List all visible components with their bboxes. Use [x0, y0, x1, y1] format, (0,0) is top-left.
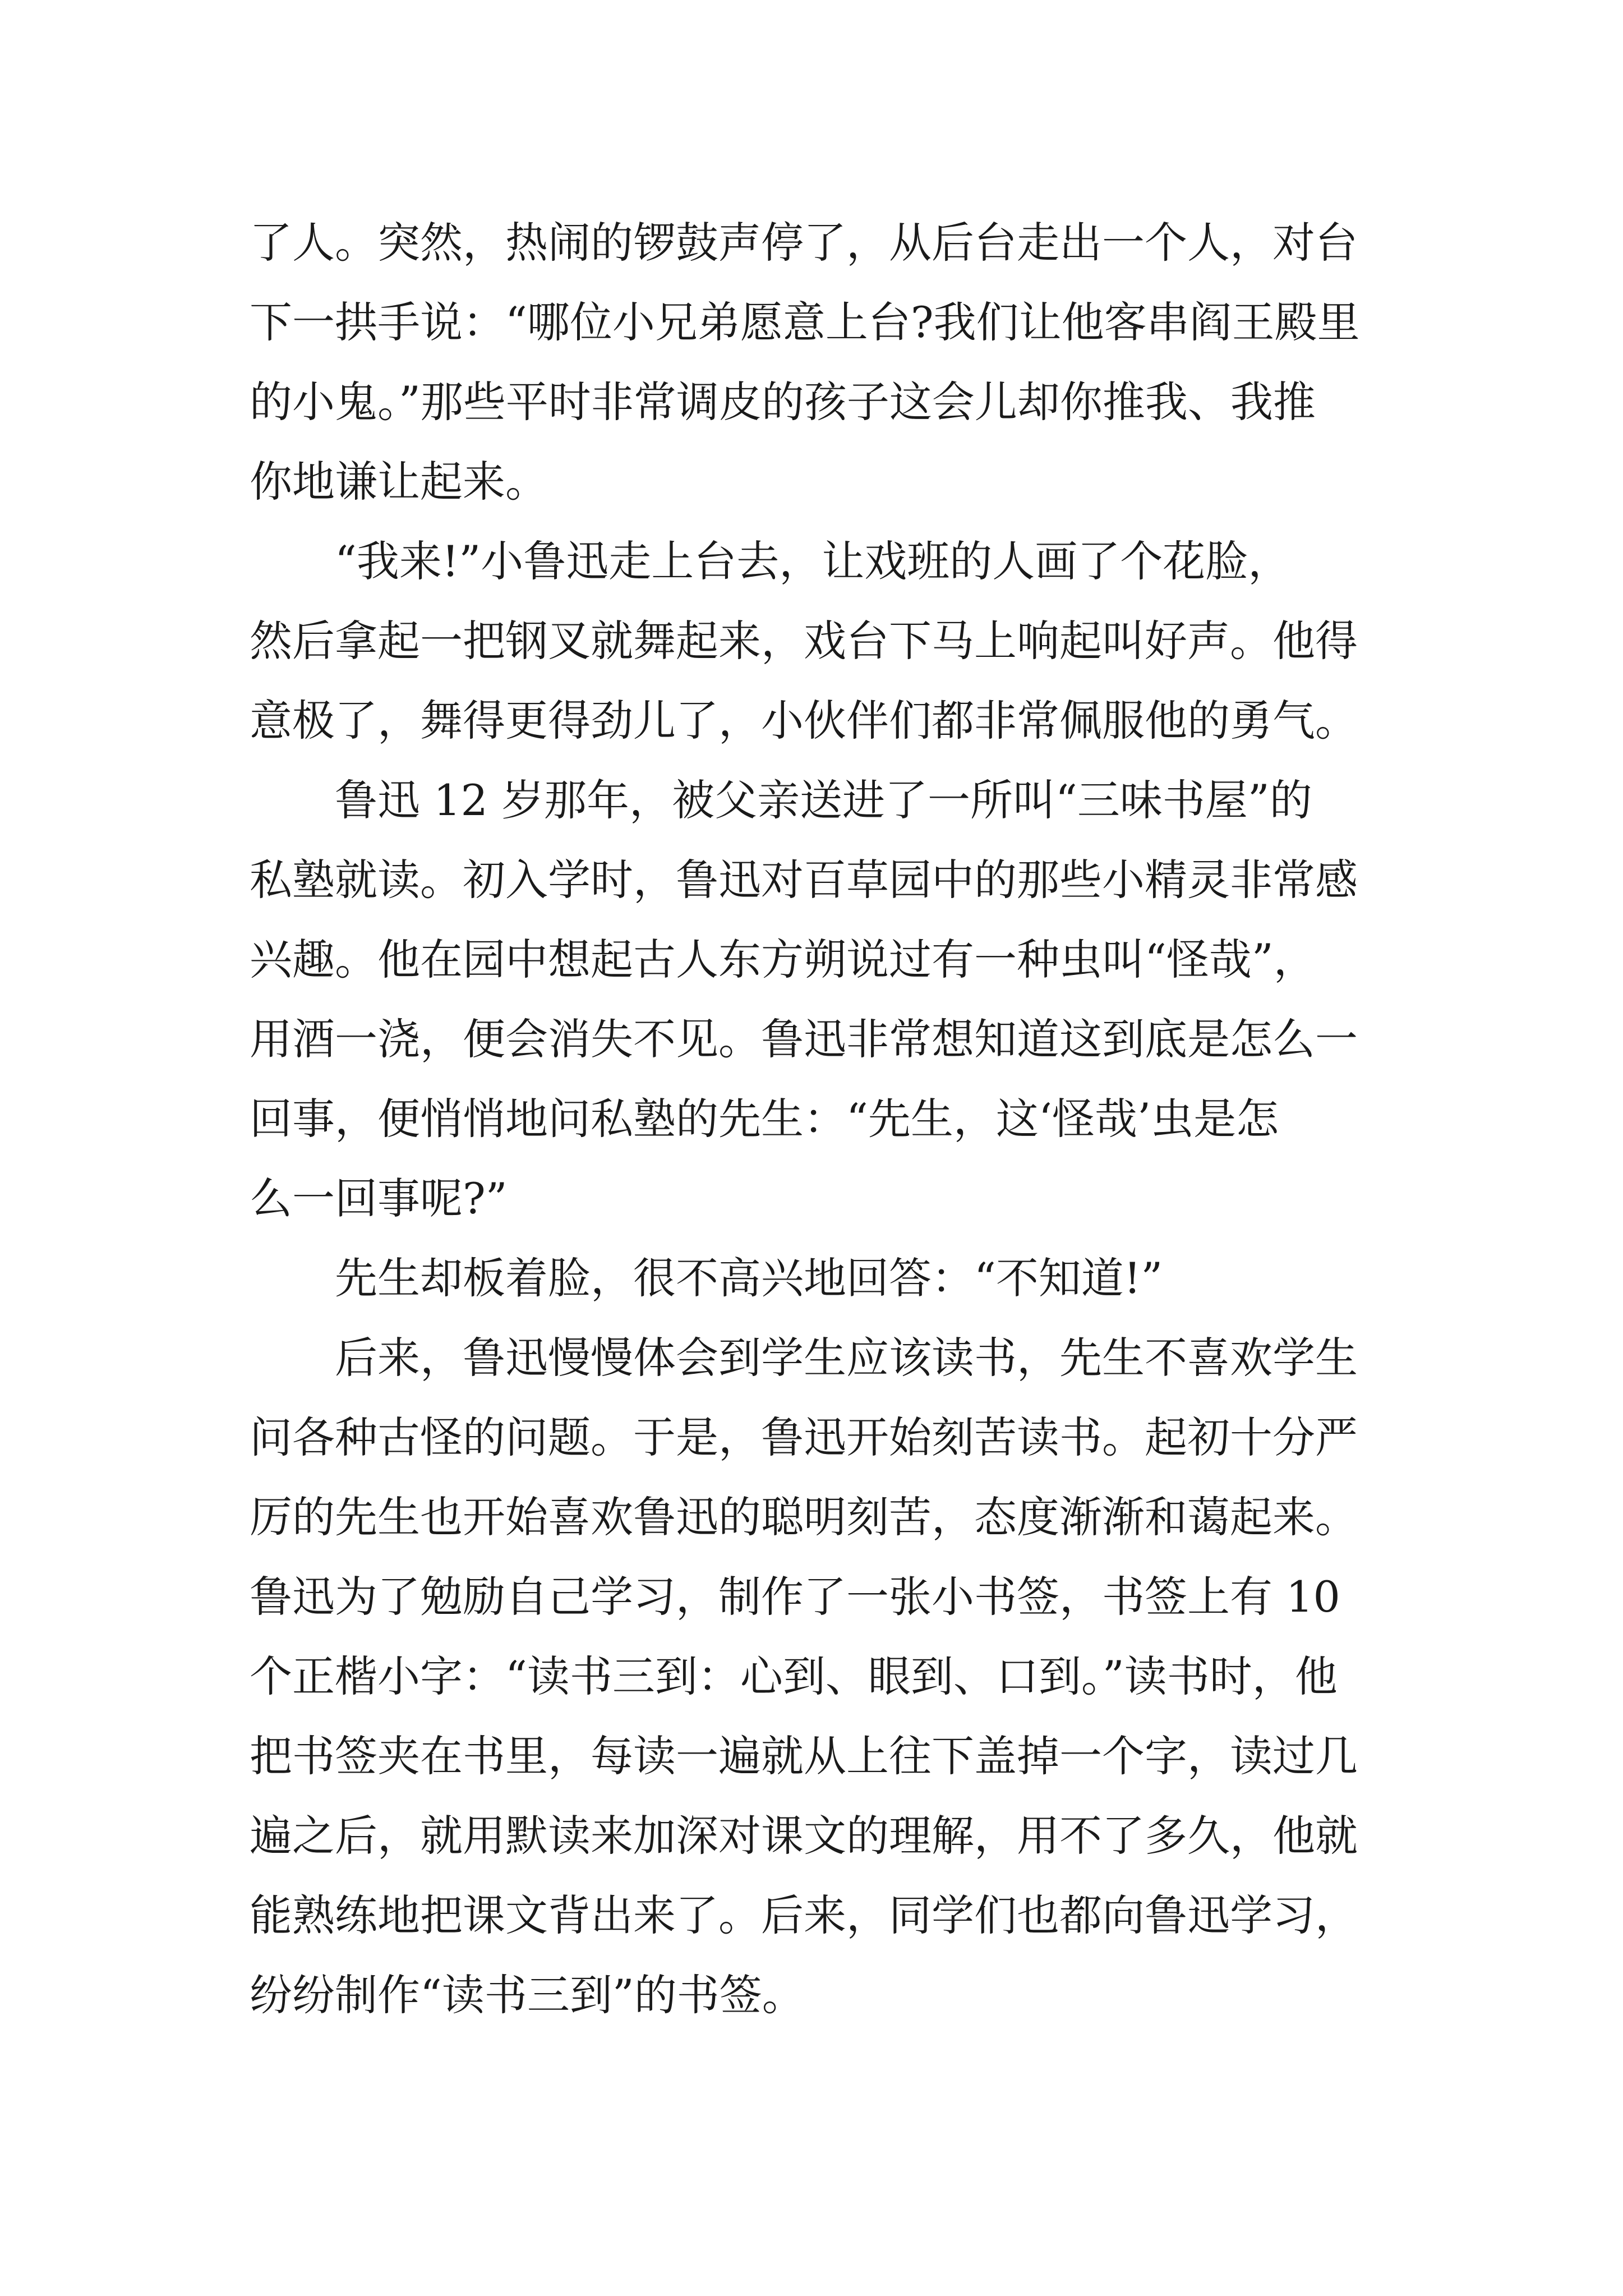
text-line: 鲁迅 12 岁那年，被父亲送进了一所叫“三味书屋”的 — [335, 775, 1312, 825]
text-line: 鲁迅为了勉励自己学习，制作了一张小书签，书签上有 10 — [250, 1572, 1340, 1622]
text-line: 纷纷制作“读书三到”的书签。 — [250, 1970, 805, 2020]
text-line: 把书签夹在书里，每读一遍就从上往下盖掉一个字，读过几 — [250, 1731, 1358, 1781]
text-line: 先生却板着脸，很不高兴地回答：“不知道!” — [335, 1253, 1163, 1303]
text-line: 问各种古怪的问题。于是，鲁迅开始刻苦读书。起初十分严 — [250, 1412, 1358, 1462]
text-line: 遍之后，就用默读来加深对课文的理解，用不了多久，他就 — [250, 1811, 1358, 1861]
text-line: 厉的先生也开始喜欢鲁迅的聪明刻苦，态度渐渐和蔼起来。 — [250, 1492, 1358, 1542]
text-line: “我来!”小鲁迅走上台去，让戏班的人画了个花脸， — [335, 536, 1291, 586]
text-line: 然后拿起一把钢叉就舞起来，戏台下马上响起叫好声。他得 — [250, 616, 1358, 666]
text-line: 么一回事呢?” — [250, 1174, 508, 1223]
text-line: 下一拱手说：“哪位小兄弟愿意上台?我们让他客串阎王殿里 — [250, 297, 1360, 347]
text-line: 兴趣。他在园中想起古人东方朔说过有一种虫叫“怪哉”， — [250, 935, 1316, 984]
text-line: 的小鬼。”那些平时非常调皮的孩子这会儿却你推我、我推 — [250, 377, 1316, 427]
body-text — [250, 203, 1382, 2035]
text-line: 回事，便悄悄地问私塾的先生：“先生，这‘怪哉’虫是怎 — [250, 1094, 1279, 1144]
text-line: 私塾就读。初入学时，鲁迅对百草园中的那些小精灵非常感 — [250, 855, 1358, 905]
text-line: 后来，鲁迅慢慢体会到学生应该读书，先生不喜欢学生 — [335, 1333, 1358, 1383]
text-line: 意极了，舞得更得劲儿了，小伙伴们都非常佩服他的勇气。 — [250, 696, 1358, 746]
text-line: 了人。突然，热闹的锣鼓声停了，从后台走出一个人，对台 — [250, 218, 1358, 268]
text-line: 能熟练地把课文背出来了。后来，同学们也都向鲁迅学习， — [250, 1890, 1358, 1940]
text-line: 你地谦让起来。 — [250, 457, 548, 507]
text-line: 用酒一浇，便会消失不见。鲁迅非常想知道这到底是怎么一 — [250, 1014, 1358, 1064]
text-line: 个正楷小字：“读书三到：心到、眼到、口到。”读书时，他 — [250, 1651, 1338, 1701]
